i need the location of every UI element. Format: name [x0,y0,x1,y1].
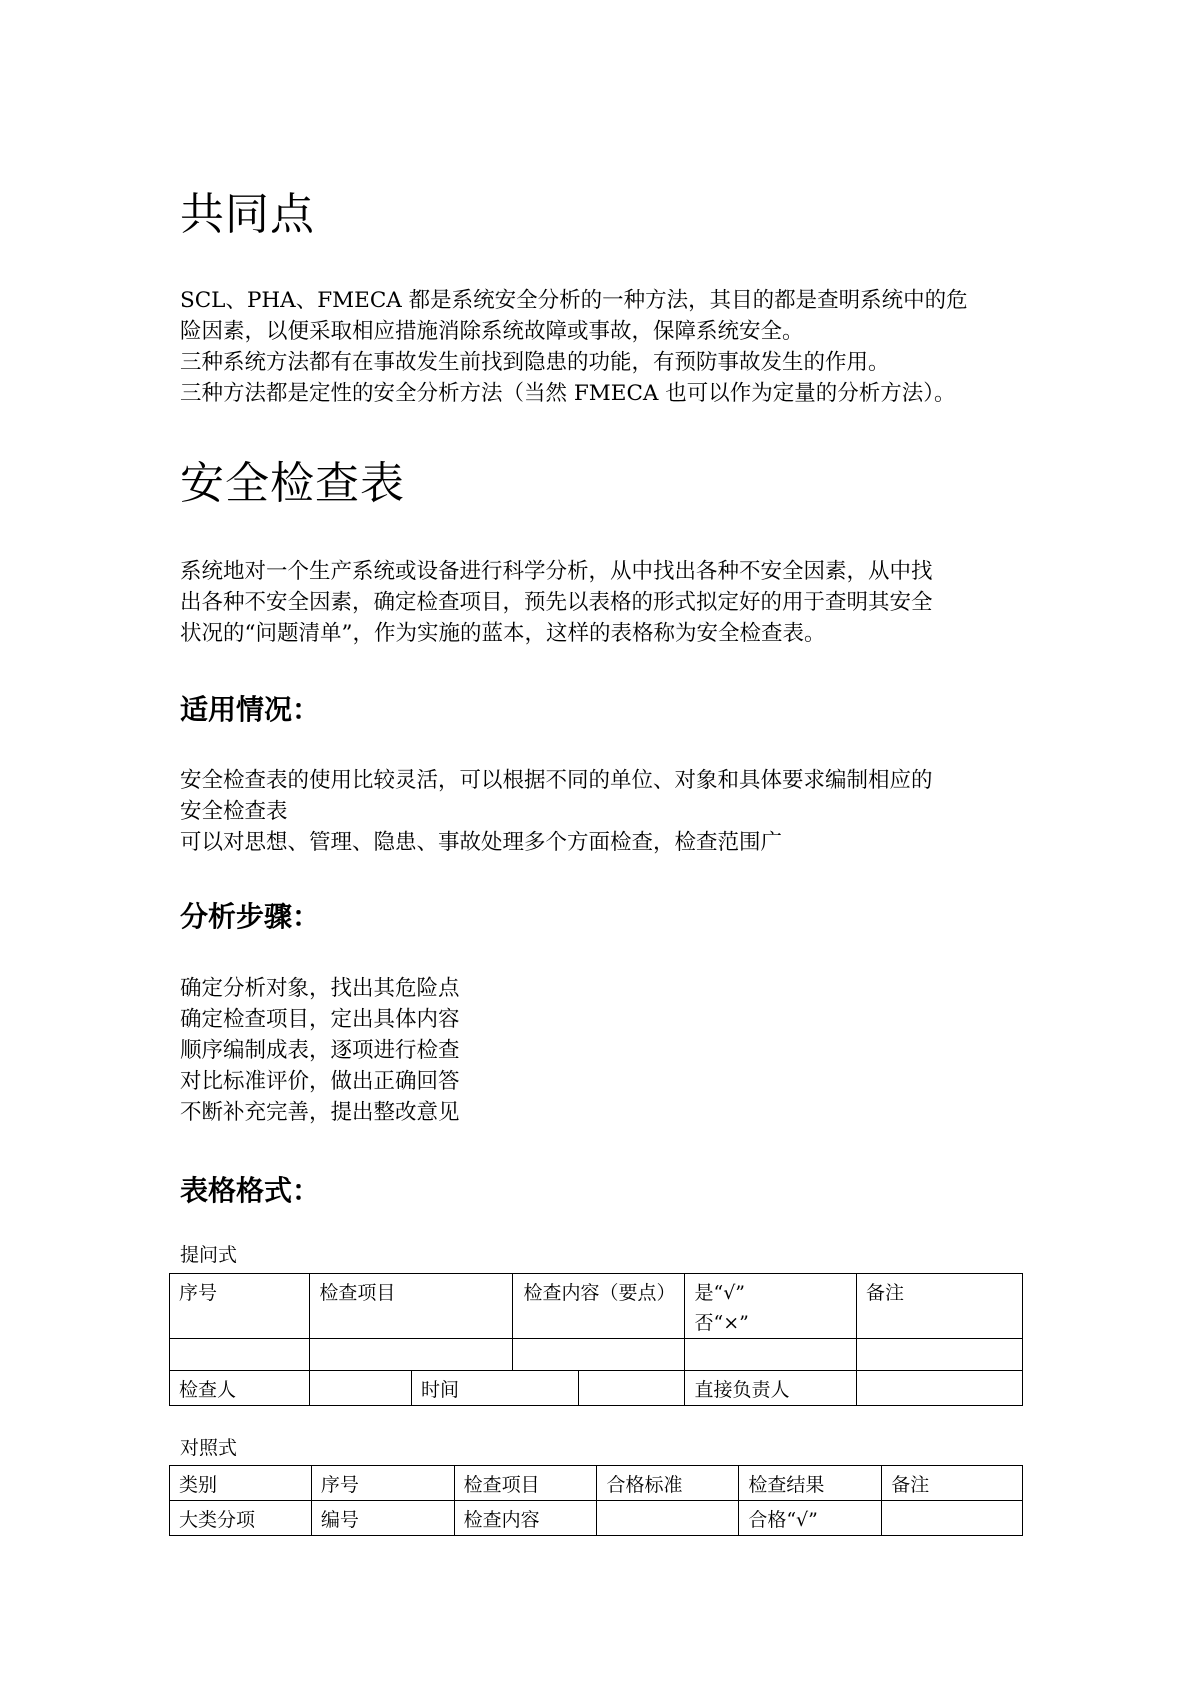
table-cell[interactable] [685,1339,856,1371]
header-cell: 备注 [856,1274,1022,1339]
table-cell[interactable] [856,1339,1022,1371]
text-line: 状况的“问题清单”，作为实施的蓝本，这样的表格称为安全检查表。 [180,621,826,646]
text-line: 安全检查表的使用比较灵活，可以根据不同的单位、对象和具体要求编制相应的 [180,768,933,793]
table-cell[interactable] [597,1501,739,1536]
table-cell: 检查内容 [454,1501,597,1536]
header-cell: 检查结果 [739,1466,882,1501]
table-row [170,1501,1023,1536]
steps-list [180,973,1010,1128]
text-line: SCL、PHA、FMECA 都是系统安全分析的一种方法，其目的都是查明系统中的危 [180,288,968,313]
step-item: 顺序编制成表，逐项进行检查 [180,1038,460,1063]
table-cell: 编号 [311,1501,454,1536]
caption-compare-table: 对照式 [180,1437,238,1459]
question-table [169,1273,1023,1406]
heading-applicable: 适用情况： [180,693,321,726]
footer-label-time: 时间 [411,1371,578,1406]
paragraph-applicable [180,765,1010,858]
footer-label-responsible: 直接负责人 [685,1371,856,1406]
header-cell: 备注 [882,1466,1023,1501]
header-cell: 类别 [170,1466,312,1501]
table-cell: 大类分项 [170,1501,312,1536]
table-cell[interactable] [513,1339,685,1371]
footer-value-responsible[interactable] [856,1371,1022,1406]
header-cell: 序号 [311,1466,454,1501]
compare-table [169,1465,1023,1536]
text-line: 险因素，以便采取相应措施消除系统故障或事故，保障系统安全。 [180,319,804,344]
table-cell[interactable] [310,1339,513,1371]
text-line: 安全检查表 [180,799,288,824]
heading-common: 共同点 [180,189,315,240]
heading-checklist: 安全检查表 [180,458,405,509]
table-header-row [170,1274,1023,1339]
step-item: 确定检查项目，定出具体内容 [180,1007,460,1032]
footer-value-inspector[interactable] [310,1371,412,1406]
heading-steps: 分析步骤： [180,900,321,933]
step-item: 对比标准评价，做出正确回答 [180,1069,460,1094]
table-footer-row [170,1371,1023,1406]
table-row-empty [170,1339,1023,1371]
paragraph-checklist [180,556,1010,649]
header-cell: 检查项目 [310,1274,513,1339]
table-cell[interactable] [882,1501,1023,1536]
text-line: 三种方法都是定性的安全分析方法（当然 FMECA 也可以作为定量的分析方法）。 [180,381,956,406]
header-cell: 检查项目 [454,1466,597,1501]
footer-value-time[interactable] [579,1371,685,1406]
step-item: 不断补充完善，提出整改意见 [180,1100,460,1125]
text-line: 出各种不安全因素，确定检查项目，预先以表格的形式拟定好的用于查明其安全 [180,590,933,615]
header-cell: 检查内容（要点） [513,1274,685,1339]
text-line: 系统地对一个生产系统或设备进行科学分析，从中找出各种不安全因素，从中找 [180,559,933,584]
caption-question-table: 提问式 [180,1244,238,1266]
text-line: 三种系统方法都有在事故发生前找到隐患的功能，有预防事故发生的作用。 [180,350,890,375]
heading-format: 表格格式： [180,1174,321,1207]
paragraph-common [180,285,1010,409]
header-cell: 合格标准 [597,1466,739,1501]
text-line: 可以对思想、管理、隐患、事故处理多个方面检查，检查范围广 [180,830,783,855]
table-cell[interactable] [170,1339,310,1371]
table-cell: 合格“√” [739,1501,882,1536]
header-cell-yes-no: 是“√” 否“×” [685,1274,856,1339]
step-item: 确定分析对象，找出其危险点 [180,976,460,1001]
table-header-row [170,1466,1023,1501]
header-cell: 序号 [170,1274,310,1339]
footer-label-inspector: 检查人 [170,1371,310,1406]
